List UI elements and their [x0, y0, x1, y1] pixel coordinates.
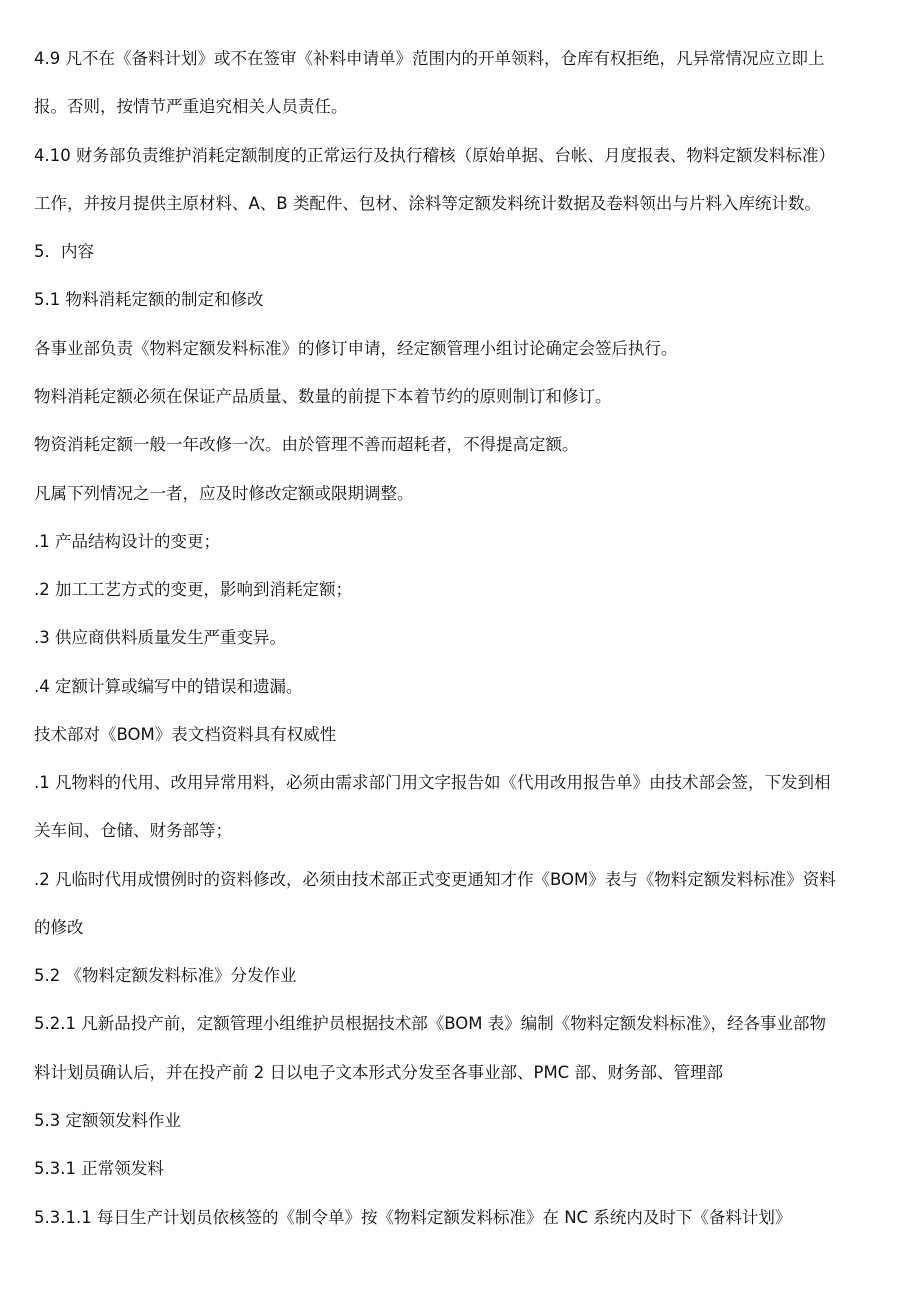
section-heading: 5.1 物料消耗定额的制定和修改 [34, 290, 264, 309]
text-line: 4.9 凡不在《备料计划》或不在签审《补料申请单》范围内的开单领料，仓库有权拒绝，凡异常情况应立即上 [34, 49, 825, 68]
text-line: 凡属下列情况之一者，应及时修改定额或限期调整。 [34, 484, 414, 503]
list-item: .4 定额计算或编写中的错误和遗漏。 [34, 677, 303, 696]
section-heading: 5.3 定额领发料作业 [34, 1111, 181, 1130]
text-line: 5.3.1.1 每日生产计划员依核签的《制令单》按《物料定额发料标准》在 NC 系统内及时下《备料计划》 [34, 1208, 792, 1227]
list-item: .2 凡临时代用成惯例时的资料修改，必须由技术部正式变更通知才作《BOM》表与《物料定额发料标准》资料 [34, 870, 836, 889]
text-line: 报。否则，按情节严重追究相关人员责任。 [34, 97, 348, 116]
text-line: 工作，并按月提供主原材料、A、B 类配件、包材、涂料等定额发料统计数据及卷料领出与片料入库统计数。 [34, 194, 821, 213]
text-line: 技术部对《BOM》表文档资料具有权威性 [34, 725, 337, 744]
list-item: .1 产品结构设计的变更； [34, 532, 220, 551]
list-item: .2 加工工艺方式的变更，影响到消耗定额； [34, 580, 352, 599]
list-item: .1 凡物料的代用、改用异常用料，必须由需求部门用文字报告如《代用改用报告单》由技术部会签，下发到相 [34, 773, 831, 792]
list-item: .3 供应商供料质量发生严重变异。 [34, 628, 286, 647]
text-line: 各事业部负责《物料定额发料标准》的修订申请，经定额管理小组讨论确定会签后执行。 [34, 339, 678, 358]
text-line: 4.10 财务部负责维护消耗定额制度的正常运行及执行稽核（原始单据、台帐、月度报表、物料定额发料标准） [34, 146, 835, 165]
text-line: 物料消耗定额必须在保证产品质量、数量的前提下本着节约的原则制订和修订。 [34, 387, 612, 406]
text-line: 物资消耗定额一般一年改修一次。由於管理不善而超耗者，不得提高定额。 [34, 435, 579, 454]
section-heading: 5.3.1 正常领发料 [34, 1159, 164, 1178]
text-line: 5.2.1 凡新品投产前，定额管理小组维护员根据技术部《BOM 表》编制《物料定额发料标准》，经各事业部物 [34, 1014, 826, 1033]
section-heading: 5.2 《物料定额发料标准》分发作业 [34, 966, 297, 985]
text-line: 关车间、仓储、财务部等； [34, 821, 232, 840]
section-heading: 5．内容 [34, 242, 94, 261]
text-line: 料计划员确认后，并在投产前 2 日以电子文本形式分发至各事业部、PMC 部、财务部、管理部 [34, 1063, 723, 1082]
text-line: 的修改 [34, 918, 84, 937]
